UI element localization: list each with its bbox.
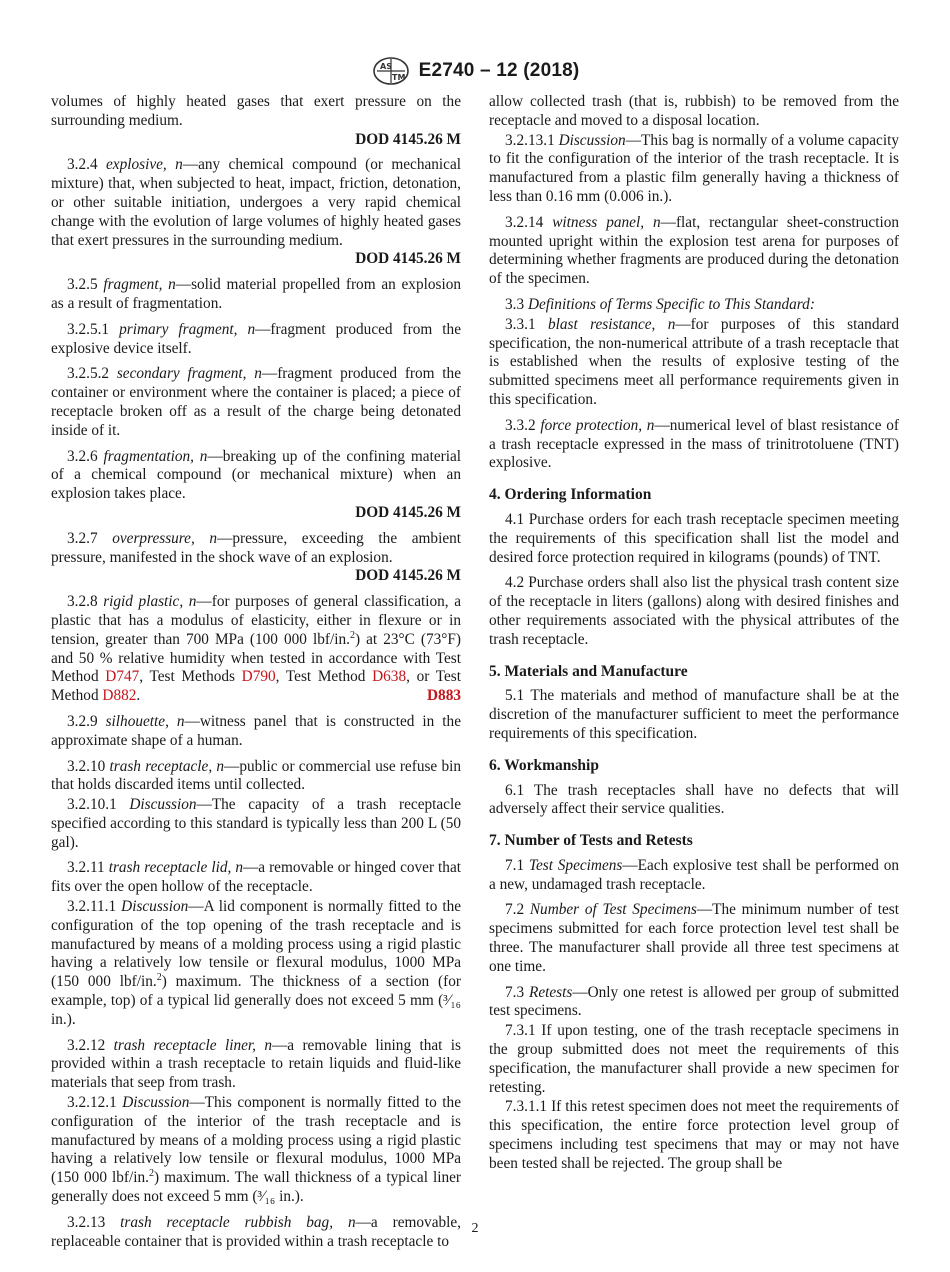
paragraph: 3.2.13.1 Discussion—This bag is normally of a volume capacity to fit the configuration of the interior of the trash receptacle. It is manufactured from a plastic film generally having a thickness of less than 0.16 mm (0.006 in.). [489, 131, 899, 205]
paragraph: 3.2.9 silhouette, n—witness panel that is constructed in the approximate shape of a human. [51, 712, 461, 749]
paragraph: 7.1 Test Specimens—Each explosive test shall be performed on a new, undamaged trash receptacle. [489, 856, 900, 893]
right-column [489, 93, 899, 1181]
paragraph: 3.3 Definitions of Terms Specific to This Standard: [505, 295, 815, 313]
paragraph: 7.3.1.1 If this retest specimen does not meet the requirements of this specification, the entire force protection level group of specimens including test specimens that may or may not have been tested shall be rejected. The group shall be [489, 1098, 899, 1172]
reference-source: DOD 4145.26 M [355, 130, 461, 148]
paragraph: 3.2.12.1 Discussion—This component is normally fitted to the configuration of the interior of the trash receptacle and is manufactured by means of a molding process using a rigid plastic having a relatively low tensile or flexural modulus, 1000 MPa (150 000 lbf/in.$^2$) maximum. The wall thickness of a typical liner generally does not exceed 5 mm (³⁄₁₆ in.). [51, 1094, 461, 1206]
paragraph: 3.2.10.1 Discussion—The capacity of a trash receptacle specified according to this standard is typically less than 200 L (50 gal). [51, 796, 462, 851]
page-header [0, 54, 950, 88]
paragraph: 3.2.11.1 Discussion—A lid component is normally fitted to the configuration of the top opening of the trash receptacle and is manufactured by means of a molding process using a rigid plastic having a relatively low tensile or flexural modulus, 1000 MPa (150 000 lbf/in.$^2$) maximum. The thickness of a section (for example, top) of a typical lid generally does not exceed 5 mm (³⁄₁₆ in.). [51, 898, 462, 1028]
paragraph: allow collected trash (that is, rubbish) to be removed from the receptacle and moved to a disposal location. [489, 93, 899, 129]
paragraph: 4.2 Purchase orders shall also list the physical trash content size of the receptacle in liters (gallons) along with desired finishes and other requirements associated with the physical attributes of the trash receptacle. [489, 574, 899, 648]
paragraph: 7.3 Retests—Only one retest is allowed per group of submitted test specimens. [489, 983, 900, 1020]
paragraph: 3.3.2 force protection, n—numerical level of blast resistance of a trash receptacle expressed in the mass of trinitrotoluene (TNT) explosive. [489, 416, 899, 472]
reference-source: DOD 4145.26 M [355, 250, 461, 268]
paragraph: 3.2.8 rigid plastic, n—for purposes of general classification, a plastic that has a modulus of elasticity, either in flexure or in tension, greater than 700 MPa (100 000 lbf/in.$^2$) at 23°C (73°F) and 50 % relative humidity when tested in accordance with Test Method D747, Test Methods D790, Test Method D638, or Test Method D882. D883 [51, 593, 462, 705]
paragraph: 4.1 Purchase orders for each trash receptacle specimen meeting the requirements of this specification shall list the model and desired force protection required in kilograms (pounds) of TNT. [489, 510, 899, 566]
section-heading: 4. Ordering Information [489, 486, 652, 504]
standard-designation: E2740 – 12 (2018) [418, 60, 580, 81]
section-heading: 7. Number of Tests and Retests [489, 832, 693, 850]
paragraph: 3.3.1 blast resistance, n—for purposes of this standard specification, the non-numerical attribute of a trash receptacle that is established when the results of explosive testing of the submitted specimens meet all performance requirements given in this specification. [489, 315, 900, 408]
paragraph: 7.2 Number of Test Specimens—The minimum number of test specimens submitted for each force protection level test shall be three. The manufacturer shall provide all three test specimens at one time. [489, 901, 899, 975]
astm-logo-icon [371, 56, 411, 86]
link-d638[interactable]: D638 [372, 668, 407, 686]
paragraph: 3.2.10 trash receptacle, n—public or commercial use refuse bin that holds discarded items until collected. [51, 757, 461, 794]
reference-source: DOD 4145.26 M [355, 567, 461, 585]
paragraph: 3.2.12 trash receptacle liner, n—a removable lining that is provided within a trash receptacle to retain liquids and fluid-like materials that seep from trash. [51, 1036, 461, 1092]
paragraph: 3.2.11 trash receptacle lid, n—a removable or hinged cover that fits over the open hollow of the receptacle. [51, 859, 461, 896]
paragraph: 3.2.4 explosive, n—any chemical compound (or mechanical mixture) that, when subjected to heat, impact, friction, detonation, or other suitable initiation, undergoes a very rapid chemical change with the evolution of large volumes of highly heated gases that exert pressures in the surrounding medium. DOD 4145.26 M [51, 156, 461, 268]
paragraph: 5.1 The materials and method of manufacture shall be at the discretion of the manufacturer sufficient to meet the performance requirements of this specification. [489, 687, 899, 742]
link-d790[interactable]: D790 [241, 668, 276, 686]
paragraph: 3.2.13 trash receptacle rubbish bag, n—a removable, replaceable container that is provided within a trash receptacle to [51, 1213, 461, 1250]
page-number: 2 [471, 1221, 479, 1236]
paragraph: 3.2.14 witness panel, n—flat, rectangular sheet-construction mounted upright within the explosion test arena for purposes of determining whether fragments are produced during the detonation of the specimen. [489, 213, 899, 288]
paragraph: 3.2.5.2 secondary fragment, n—fragment produced from the container or environment where the container is placed; a piece of receptacle broken off as a result of the charge being detonated inside of it. [51, 365, 461, 439]
left-column [51, 93, 461, 1258]
svg-text:TM: TM [391, 73, 406, 82]
link-d747[interactable]: D747 [105, 668, 140, 686]
link-d882[interactable]: D882 [102, 687, 137, 705]
paragraph: 3.2.7 overpressure, n—pressure, exceeding the ambient pressure, manifested in the shock wave of an explosion. DOD 4145.26 M [51, 529, 462, 585]
paragraph: 6.1 The trash receptacles shall have no defects that will adversely affect their service qualities. [489, 781, 899, 818]
paragraph: 3.2.6 fragmentation, n—breaking up of the confining material of a chemical compound (or mechanical mixture) when an explosion takes place. DOD 4145.26 M [51, 447, 462, 521]
reference-source: DOD 4145.26 M [355, 503, 461, 521]
paragraph: 3.2.5 fragment, n—solid material propelled from an explosion as a result of fragmentation. [51, 276, 461, 312]
section-heading: 6. Workmanship [489, 756, 599, 774]
link-d883[interactable]: D883 [427, 687, 461, 705]
paragraph: 3.2.5.1 primary fragment, n—fragment produced from the explosive device itself. [51, 320, 461, 357]
paragraph: volumes of highly heated gases that exert pressure on the surrounding medium. DOD 4145.26 M [51, 93, 461, 148]
svg-text:AS: AS [379, 62, 392, 71]
section-heading: 5. Materials and Manufacture [489, 662, 688, 680]
paragraph: 7.3.1 If upon testing, one of the trash receptacle specimens in the group submitted does not meet the requirements of this specification, the manufacturer shall provide a new specimen for retesting. [489, 1022, 899, 1096]
